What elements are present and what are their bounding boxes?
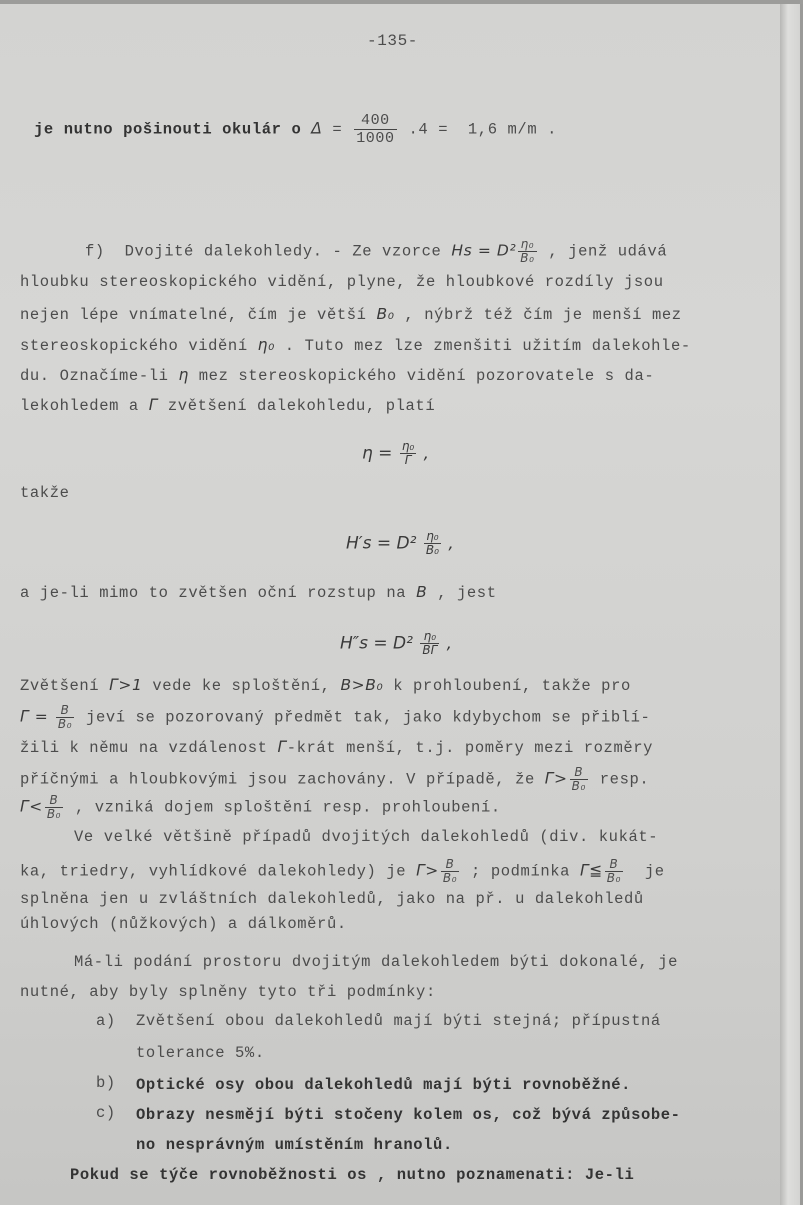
formula-hs: Hs = D²: [451, 241, 517, 260]
section-f-line-5: du. Označíme-li η mez stereoskopického vidění pozorovatele s da-: [20, 366, 655, 385]
equation-hs-double-prime: H″s = D² $\frac{\text{η₀}}{B\Gamma}$ ,: [340, 629, 453, 657]
condition-c-line-2: no nesprávným umístěním hranolů.: [136, 1136, 453, 1154]
para2-line-4: příčnými a hloubkovými jsou zachovány. V případě, že Γ> $\frac{B}{\text{B₀}}$ resp.: [20, 765, 650, 793]
section-f-line-6: lekohledem a Γ zvětšení dalekohledu, platí: [20, 396, 436, 415]
para3-line-1: Ve velké většině případů dvojitých dalekohledů (div. kukát-: [74, 828, 659, 846]
condition-b-marker: b): [96, 1074, 116, 1092]
para4-line-2: nutné, aby byly splněny tyto tři podmínky:: [20, 983, 436, 1001]
para3-line-3: splněna jen u zvláštních dalekohledů, jako na př. u dalekohledů: [20, 890, 644, 908]
para2-line-1: Zvětšení Γ>1 vede ke sploštění, B>B₀ k prohloubení, takže pro: [20, 676, 631, 695]
intro-line: je nutno pošinouti okulár o Δ = $\frac{400}{1000}$ .4 = 1,6 m/m .: [34, 112, 558, 147]
delta-symbol: Δ: [311, 119, 323, 138]
last-line: Pokud se týče rovnoběžnosti os , nutno poznamenati: Je-li: [70, 1166, 635, 1184]
section-f-line-2: hloubku stereoskopického vidění, plyne, že hloubkové rozdíly jsou: [20, 273, 664, 291]
condition-c-marker: c): [96, 1104, 116, 1122]
para2-line-5: Γ< $\frac{B}{\text{B₀}}$ , vzniká dojem sploštění resp. prohloubení.: [20, 793, 501, 821]
para2-line-2: Γ = $\frac{B}{\text{B₀}}$ jeví se pozorovaný předmět tak, jako kdybychom se přiblí-: [20, 703, 651, 731]
para3-line-2: ka, triedry, vyhlídkové dalekohledy) je Γ> $\frac{B}{\text{B₀}}$ ; podmínka Γ≦ $\frac{B}{\text{B₀}}$ je: [20, 857, 665, 885]
section-f-line-4: stereoskopického vidění η₀ . Tuto mez lze zmenšiti užitím dalekohle-: [20, 336, 691, 355]
equation-eta: η = $\frac{\text{η₀}}{\Gamma}$ ,: [362, 439, 430, 467]
page-edge: [780, 0, 800, 1205]
condition-a-line-1: Zvětšení obou dalekohledů mají býti stejná; přípustná: [136, 1012, 661, 1030]
top-edge: [0, 0, 803, 4]
condition-c-line-1: Obrazy nesmějí býti stočeny kolem os, což bývá způsobe-: [136, 1106, 681, 1124]
section-f-line-1: f) Dvojité dalekohledy. - Ze vzorce Hs = D² $\frac{\text{η₀}}{\text{B₀}}$ , jenž udává: [85, 237, 668, 265]
para4-line-1: Má-li podání prostoru dvojitým dalekohledem býti dokonalé, je: [74, 953, 678, 971]
condition-a-marker: a): [96, 1012, 116, 1030]
line-jeli: a je-li mimo to zvětšen oční rozstup na B , jest: [20, 583, 497, 602]
fraction: $\frac{400}{1000}$: [356, 112, 395, 147]
takze-label: takže: [20, 484, 70, 502]
condition-b-line-1: Optické osy obou dalekohledů mají býti rovnoběžné.: [136, 1076, 632, 1094]
equation-hs-prime: H′s = D² $\frac{\text{η₀}}{\text{B₀}}$ ,: [346, 529, 454, 557]
condition-a-line-2: tolerance 5%.: [136, 1044, 265, 1062]
page-number: -135-: [367, 32, 419, 50]
section-f-line-3: nejen lépe vnímatelné, čím je větší B₀ , nýbrž též čím je menší mez: [20, 305, 682, 324]
para3-line-4: úhlových (nůžkových) a dálkoměrů.: [20, 915, 347, 933]
para2-line-3: žili k němu na vzdálenost Γ-krát menší, t.j. poměry mezi rozměry: [20, 738, 654, 757]
